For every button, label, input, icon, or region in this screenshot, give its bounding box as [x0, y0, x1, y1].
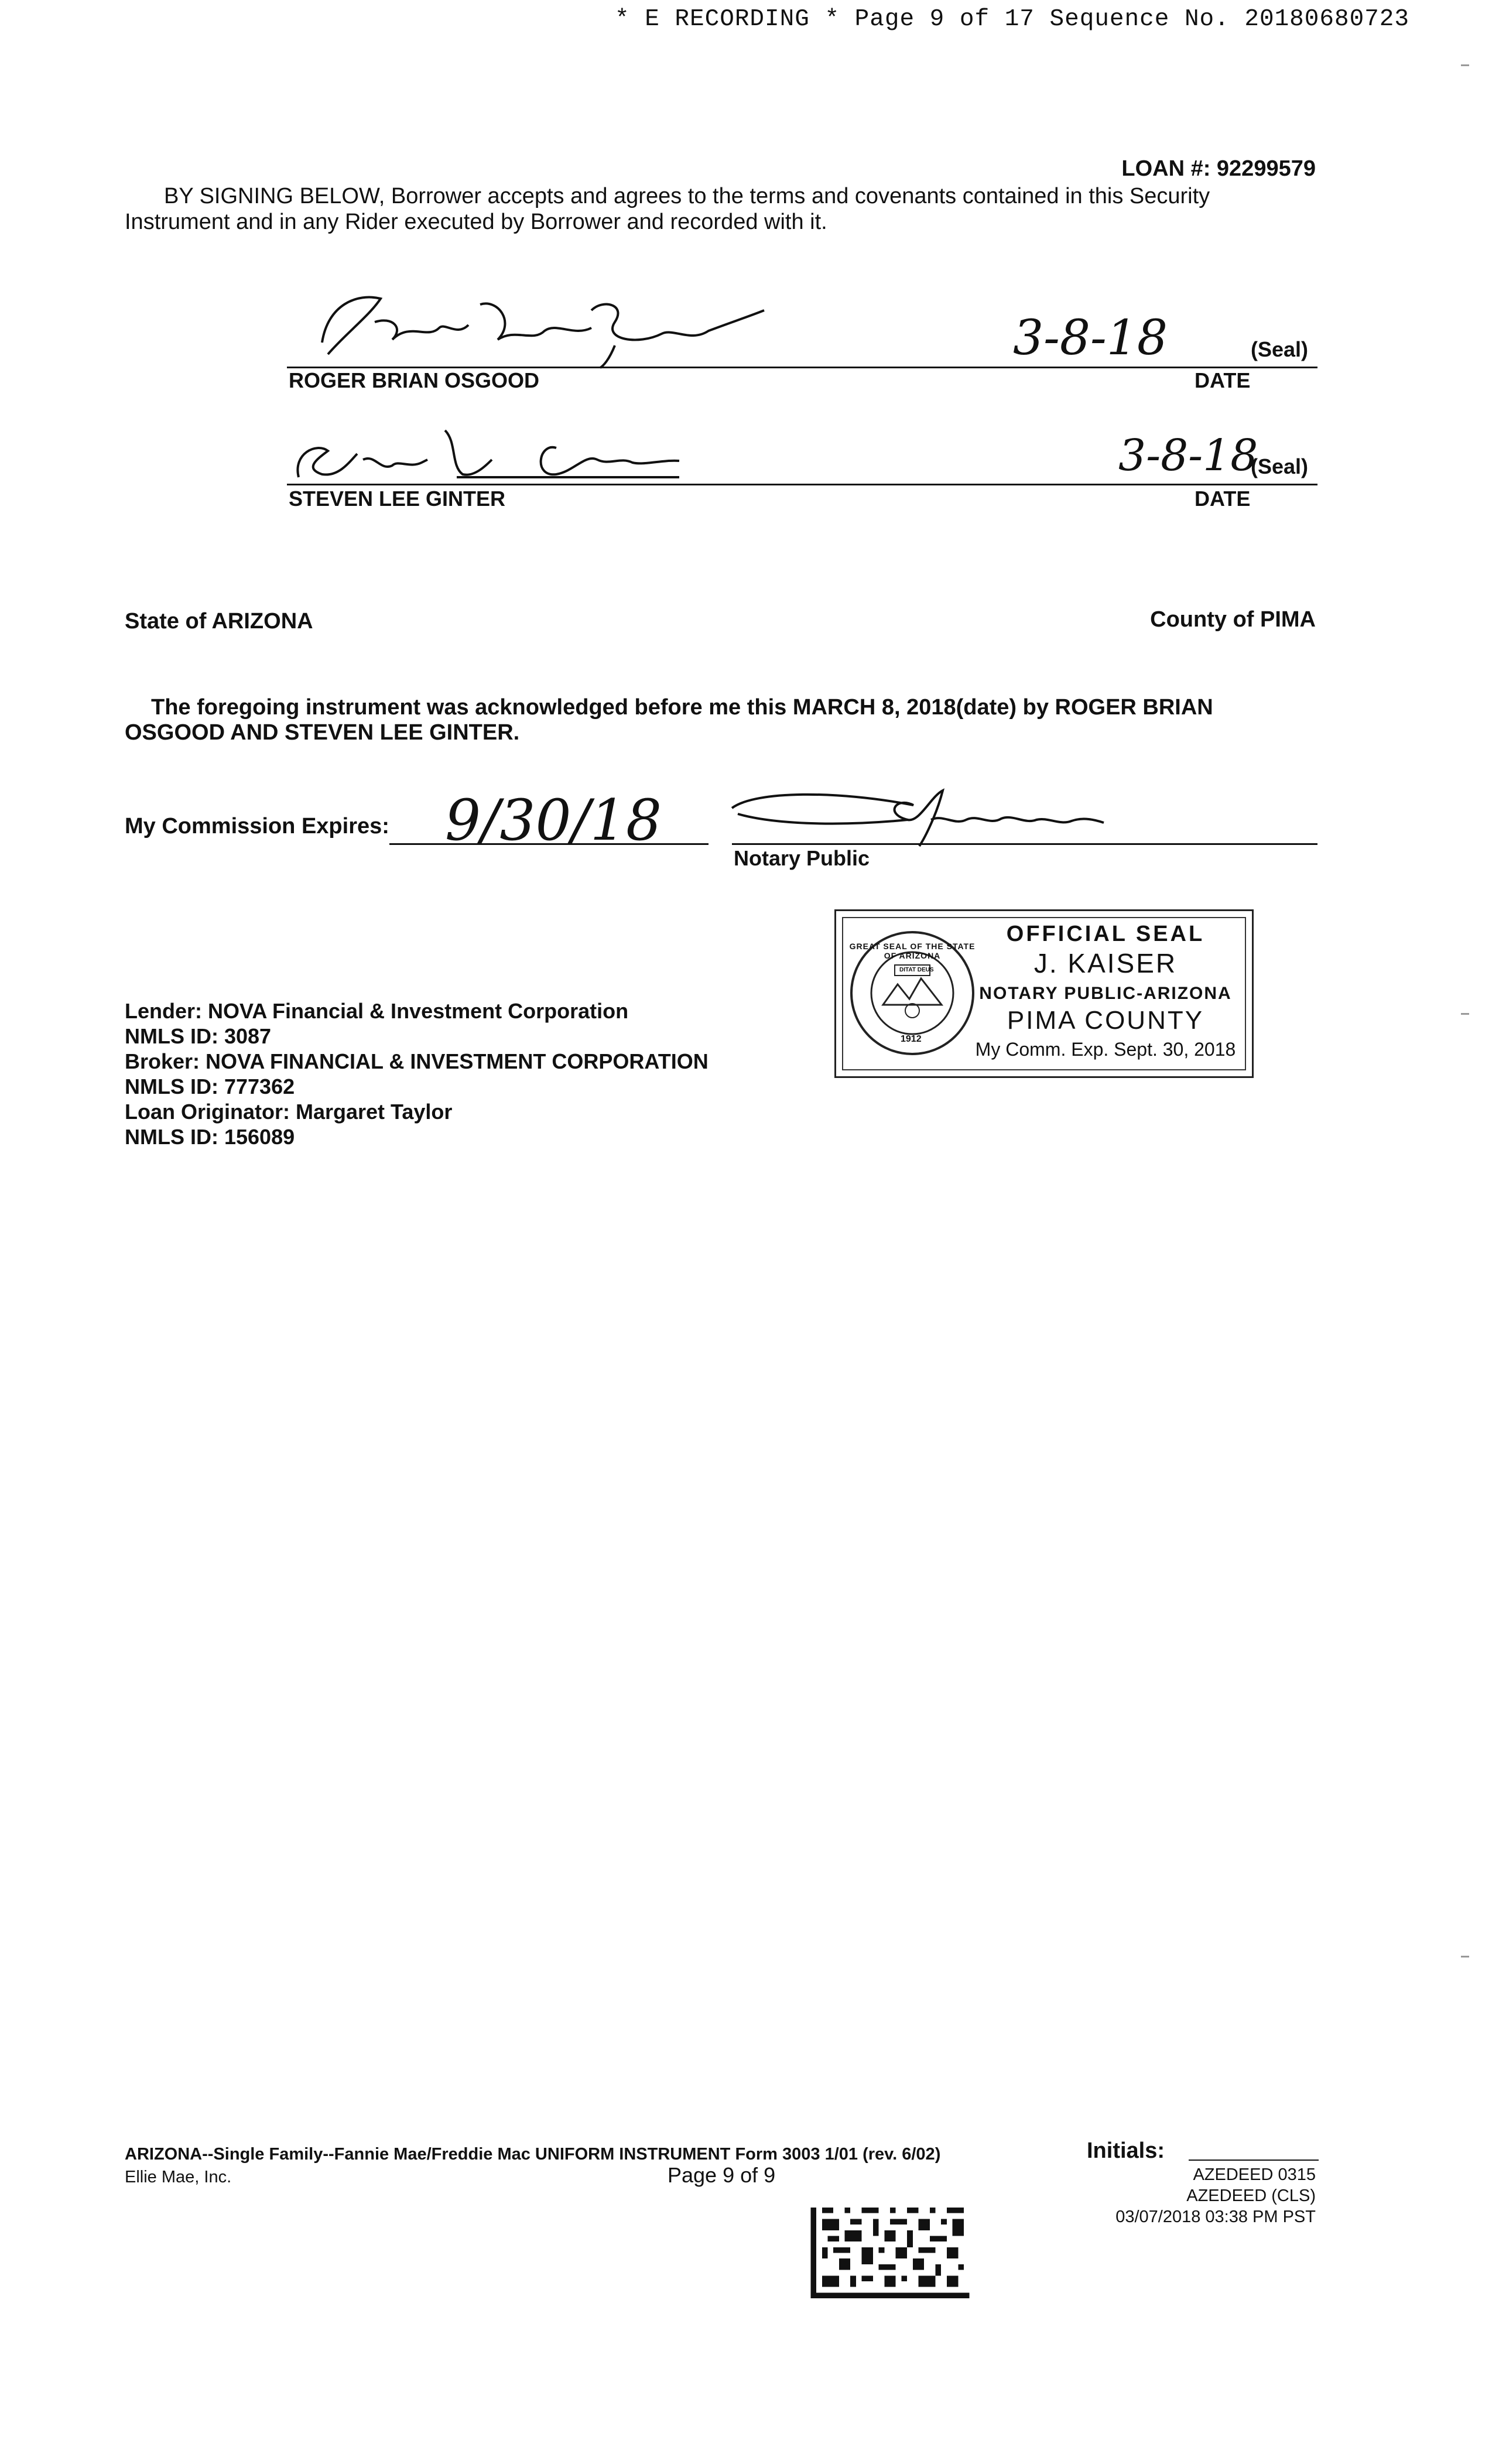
seal-motto: DITAT DEUS — [899, 967, 934, 973]
borrower-2-handwritten-date: 3-8-18 — [1118, 430, 1258, 481]
footer-code-2: AZEDEED (CLS) — [1186, 2186, 1316, 2205]
initials-line — [1189, 2160, 1319, 2161]
broker-nmls: NMLS ID: 777362 — [125, 1074, 295, 1098]
borrower-1-date-label: DATE — [1195, 368, 1251, 392]
seal-ring-text: GREAT SEAL OF THE STATE OF ARIZONA — [849, 942, 976, 960]
lender-line: Lender: NOVA Financial & Investment Corporation — [125, 999, 629, 1023]
footer-code-1: AZEDEED 0315 — [1193, 2165, 1316, 2184]
seal-role: NOTARY PUBLIC-ARIZONA — [979, 984, 1232, 1003]
signature-line-2 — [287, 484, 1317, 485]
commission-label: My Commission Expires: — [125, 814, 389, 839]
document-barcode — [808, 2208, 972, 2298]
signature-scribble-1 — [287, 287, 767, 369]
county-label: County of PIMA — [1150, 607, 1316, 632]
seal-title: OFFICIAL SEAL — [1006, 922, 1205, 946]
broker-line: Broker: NOVA FINANCIAL & INVESTMENT CORPORATION — [125, 1049, 709, 1073]
footer-timestamp: 03/07/2018 03:38 PM PST — [1115, 2208, 1316, 2226]
scan-tick — [1461, 1013, 1469, 1015]
publisher: Ellie Mae, Inc. — [125, 2168, 232, 2186]
intro-line-2: Instrument and in any Rider executed by Borrower and recorded with it. — [125, 210, 827, 234]
notary-public-label: Notary Public — [734, 846, 870, 870]
intro-line-1: BY SIGNING BELOW, Borrower accepts and agrees to the terms and covenants contained in this Security — [164, 184, 1210, 208]
acknowledgment-line-2: OSGOOD AND STEVEN LEE GINTER. — [125, 720, 520, 745]
state-label: State of ARIZONA — [125, 609, 313, 634]
lender-nmls: NMLS ID: 3087 — [125, 1024, 272, 1048]
initials-label: Initials: — [1087, 2138, 1165, 2163]
notary-seal — [834, 909, 1254, 1078]
recording-header: * E RECORDING * Page 9 of 17 Sequence No. 20180680723 — [615, 6, 1410, 33]
borrower-2-seal-label: (Seal) — [1251, 454, 1309, 478]
state-seal-emblem — [848, 929, 977, 1058]
borrower-1-handwritten-date: 3-8-18 — [1013, 310, 1168, 366]
seal-year: 1912 — [901, 1034, 922, 1044]
barcode-icon — [808, 2208, 972, 2298]
borrower-1-name: ROGER BRIAN OSGOOD — [289, 368, 540, 392]
signature-scribble-2 — [281, 419, 691, 489]
notary-signature — [720, 779, 1107, 849]
borrower-1-signature — [287, 287, 767, 369]
borrower-2-name: STEVEN LEE GINTER — [289, 487, 506, 511]
form-title: ARIZONA--Single Family--Fannie Mae/Freddie Mac UNIFORM INSTRUMENT Form 3003 1/01 (rev. 6/02) — [125, 2145, 941, 2164]
borrower-1-seal-label: (Seal) — [1251, 337, 1309, 361]
seal-notary-name: J. KAISER — [1033, 948, 1178, 978]
scan-tick — [1461, 1956, 1469, 1957]
page-number: Page 9 of 9 — [668, 2163, 776, 2187]
originator-nmls: NMLS ID: 156089 — [125, 1125, 295, 1149]
acknowledgment-line-1: The foregoing instrument was acknowledged before me this MARCH 8, 2018(date) by ROGER BRIAN — [151, 695, 1213, 720]
commission-handwritten-date: 9/30/18 — [445, 788, 662, 853]
loan-number: LOAN #: 92299579 — [1121, 156, 1316, 181]
loan-originator: Loan Originator: Margaret Taylor — [125, 1100, 453, 1124]
scan-tick — [1461, 64, 1469, 66]
notary-signature-scribble — [720, 779, 1107, 849]
seal-county: PIMA COUNTY — [1007, 1006, 1204, 1035]
seal-expiry: My Comm. Exp. Sept. 30, 2018 — [975, 1039, 1236, 1060]
borrower-2-date-label: DATE — [1195, 487, 1251, 511]
borrower-2-signature — [281, 419, 691, 489]
